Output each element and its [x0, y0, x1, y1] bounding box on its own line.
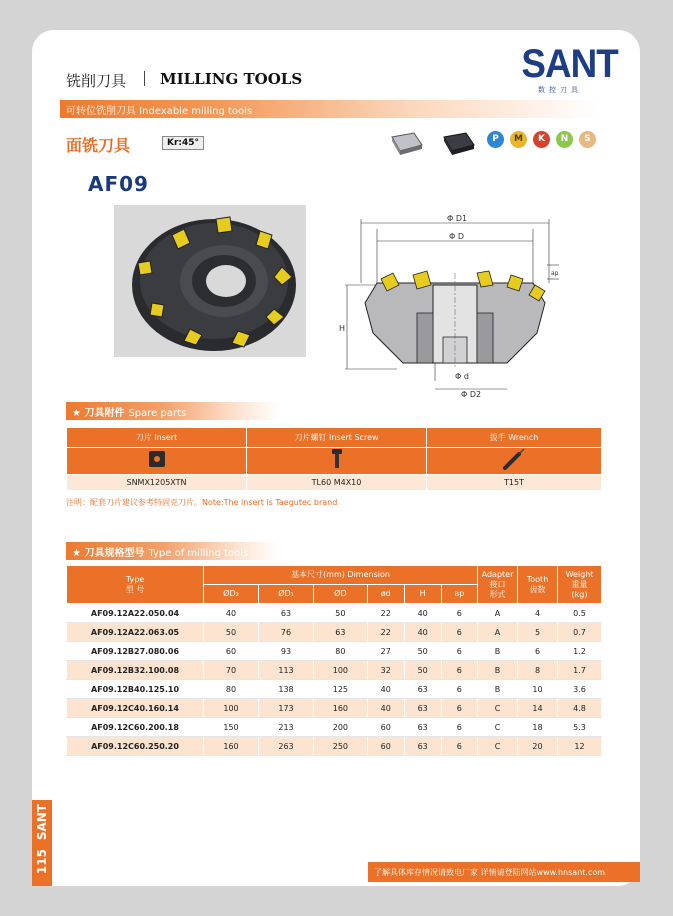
type-cell: AF09.12B27.080.06: [67, 642, 204, 661]
table-cell: 0.5: [558, 604, 602, 623]
type-cell: AF09.12C60.250.20: [67, 737, 204, 756]
table-cell: 60: [367, 737, 404, 756]
table-row: [67, 699, 602, 718]
table-cell: 100: [314, 661, 368, 680]
d-label: Φ D: [449, 232, 464, 241]
table-cell: 60: [367, 718, 404, 737]
dim-col-h: H: [404, 585, 441, 604]
table-cell: 160: [314, 699, 368, 718]
table-cell: 40: [204, 604, 259, 623]
table-cell: 76: [259, 623, 314, 642]
table-row: [67, 680, 602, 699]
model-name: AF09: [88, 172, 149, 196]
table-cell: 6: [441, 737, 477, 756]
dim-col-d: ØD: [314, 585, 368, 604]
table-row: [67, 737, 602, 756]
table-cell: 63: [404, 718, 441, 737]
table-cell: 113: [259, 661, 314, 680]
table-cell: B: [478, 680, 518, 699]
spare-parts-title: ★ 刀具附件 Spare parts: [72, 408, 187, 419]
category-bar: [60, 100, 600, 118]
table-cell: 3.6: [558, 680, 602, 699]
table-cell: 14: [518, 699, 558, 718]
screw-image-cell: [247, 448, 427, 475]
spare-parts-bar: [66, 402, 280, 420]
table-row: [67, 642, 602, 661]
table-cell: 6: [441, 699, 477, 718]
side-tab: [32, 800, 52, 886]
type-cell: AF09.12A22.063.05: [67, 623, 204, 642]
table-cell: 22: [367, 623, 404, 642]
insert-value: SNMX1205XTN: [67, 475, 247, 491]
wrench-icon: [501, 448, 527, 470]
table-cell: 27: [367, 642, 404, 661]
adapter-header: Adapter 接口 形式: [478, 566, 518, 604]
insert-image-cell: [67, 448, 247, 475]
table-cell: 6: [441, 623, 477, 642]
footer-bar: [368, 862, 640, 882]
h-label: H: [339, 324, 346, 333]
spare-header-insert: 刀片 Insert: [67, 428, 247, 448]
footer-text: 了解具体库存情况请致电厂家 详情请登陆网站www.hnsant.com: [374, 868, 606, 877]
table-cell: 6: [441, 680, 477, 699]
table-row: [67, 604, 602, 623]
table-cell: 80: [314, 642, 368, 661]
ap-label: ap: [551, 270, 559, 277]
table-cell: 6: [441, 718, 477, 737]
wrench-value: T15T: [427, 475, 602, 491]
table-row: [67, 623, 602, 642]
table-cell: 4.8: [558, 699, 602, 718]
spare-header-wrench: 扳手 Wrench: [427, 428, 602, 448]
table-cell: 160: [204, 737, 259, 756]
table-cell: 263: [259, 737, 314, 756]
table-cell: 6: [518, 642, 558, 661]
table-cell: 63: [314, 623, 368, 642]
type-cell: AF09.12C40.160.14: [67, 699, 204, 718]
table-cell: 173: [259, 699, 314, 718]
table-cell: 63: [404, 680, 441, 699]
table-cell: 250: [314, 737, 368, 756]
square-insert-dark-icon: [440, 131, 478, 155]
table-cell: A: [478, 604, 518, 623]
table-cell: 1.7: [558, 661, 602, 680]
spec-title: ★ 刀具规格型号 Type of milling tools: [72, 548, 249, 559]
table-cell: 40: [367, 680, 404, 699]
table-cell: 63: [259, 604, 314, 623]
table-cell: 6: [441, 661, 477, 680]
table-cell: 50: [404, 642, 441, 661]
brand-subtitle: 数控刀具: [538, 86, 582, 94]
table-row: [67, 718, 602, 737]
table-row: [67, 661, 602, 680]
dim-col-small-d: ød: [367, 585, 404, 604]
material-n-icon: N: [556, 131, 573, 148]
screw-icon: [329, 448, 345, 470]
dim-col-ap: ap: [441, 585, 477, 604]
insert-note: 注明：配套刀片建议参考特固克刀片。Note:The insert is Taegutec brand: [66, 498, 338, 507]
table-cell: C: [478, 699, 518, 718]
square-insert-icon: [388, 131, 426, 155]
section-title: 面铣刀具: [66, 136, 131, 155]
table-cell: 125: [314, 680, 368, 699]
small-d-label: Φ d: [455, 372, 469, 381]
table-cell: 50: [404, 661, 441, 680]
category-label: 可转位铣削刀具 Indexable milling tools: [66, 106, 253, 117]
spare-header-screw: 刀片螺钉 Insert Screw: [247, 428, 427, 448]
table-cell: 20: [518, 737, 558, 756]
table-cell: 0.7: [558, 623, 602, 642]
table-cell: 10: [518, 680, 558, 699]
brand-logo: [518, 42, 618, 95]
material-s-icon: S: [579, 131, 596, 148]
table-cell: 32: [367, 661, 404, 680]
table-cell: 200: [314, 718, 368, 737]
d2-label: Φ D2: [461, 390, 482, 399]
material-m-icon: M: [510, 131, 527, 148]
dim-col-d1: ØD₁: [259, 585, 314, 604]
catalog-page: [32, 30, 640, 886]
table-cell: 63: [404, 737, 441, 756]
table-cell: 40: [367, 699, 404, 718]
table-cell: 150: [204, 718, 259, 737]
type-header: Type 型 号: [67, 566, 204, 604]
table-cell: 18: [518, 718, 558, 737]
page-number: 115: [35, 849, 49, 875]
technical-drawing: [337, 213, 572, 399]
kr-badge: Kr:45°: [162, 136, 204, 150]
table-cell: 5: [518, 623, 558, 642]
table-cell: 50: [314, 604, 368, 623]
insert-icon: [146, 448, 168, 470]
type-cell: AF09.12B32.100.08: [67, 661, 204, 680]
table-cell: 5.3: [558, 718, 602, 737]
screw-value: TL60 M4X10: [247, 475, 427, 491]
table-cell: 8: [518, 661, 558, 680]
header-title-en: MILLING TOOLS: [160, 70, 303, 88]
wrench-image-cell: [427, 448, 602, 475]
table-cell: B: [478, 642, 518, 661]
table-cell: C: [478, 718, 518, 737]
table-cell: 22: [367, 604, 404, 623]
table-cell: 70: [204, 661, 259, 680]
table-cell: C: [478, 737, 518, 756]
table-cell: 80: [204, 680, 259, 699]
table-cell: 12: [558, 737, 602, 756]
material-k-icon: K: [533, 131, 550, 148]
type-cell: AF09.12C60.200.18: [67, 718, 204, 737]
product-photo: [114, 205, 306, 357]
tooth-header: Tooth 齿数: [518, 566, 558, 604]
table-cell: 100: [204, 699, 259, 718]
table-cell: 138: [259, 680, 314, 699]
type-cell: AF09.12A22.050.04: [67, 604, 204, 623]
side-brand: SANT: [35, 804, 49, 841]
table-cell: 50: [204, 623, 259, 642]
table-cell: 93: [259, 642, 314, 661]
table-cell: B: [478, 661, 518, 680]
table-cell: 4: [518, 604, 558, 623]
spec-table: [66, 565, 602, 756]
weight-header: Weight 重量 (kg): [558, 566, 602, 604]
table-cell: 1.2: [558, 642, 602, 661]
dim-col-d2: ØD₂: [204, 585, 259, 604]
header-title-cn: 铣削刀具: [66, 72, 127, 90]
table-cell: 60: [204, 642, 259, 661]
dimension-header: 基本尺寸(mm) Dimension: [204, 566, 478, 585]
table-cell: 63: [404, 699, 441, 718]
material-p-icon: P: [487, 131, 504, 148]
spec-bar: [66, 542, 280, 560]
brand-name: SANT: [521, 42, 618, 86]
header-divider: [144, 71, 145, 86]
table-cell: 6: [441, 604, 477, 623]
type-cell: AF09.12B40.125.10: [67, 680, 204, 699]
table-cell: 213: [259, 718, 314, 737]
table-cell: 40: [404, 604, 441, 623]
table-cell: 40: [404, 623, 441, 642]
d1-label: Φ D1: [447, 214, 468, 223]
table-cell: 6: [441, 642, 477, 661]
table-cell: A: [478, 623, 518, 642]
spare-parts-table: [66, 427, 602, 491]
